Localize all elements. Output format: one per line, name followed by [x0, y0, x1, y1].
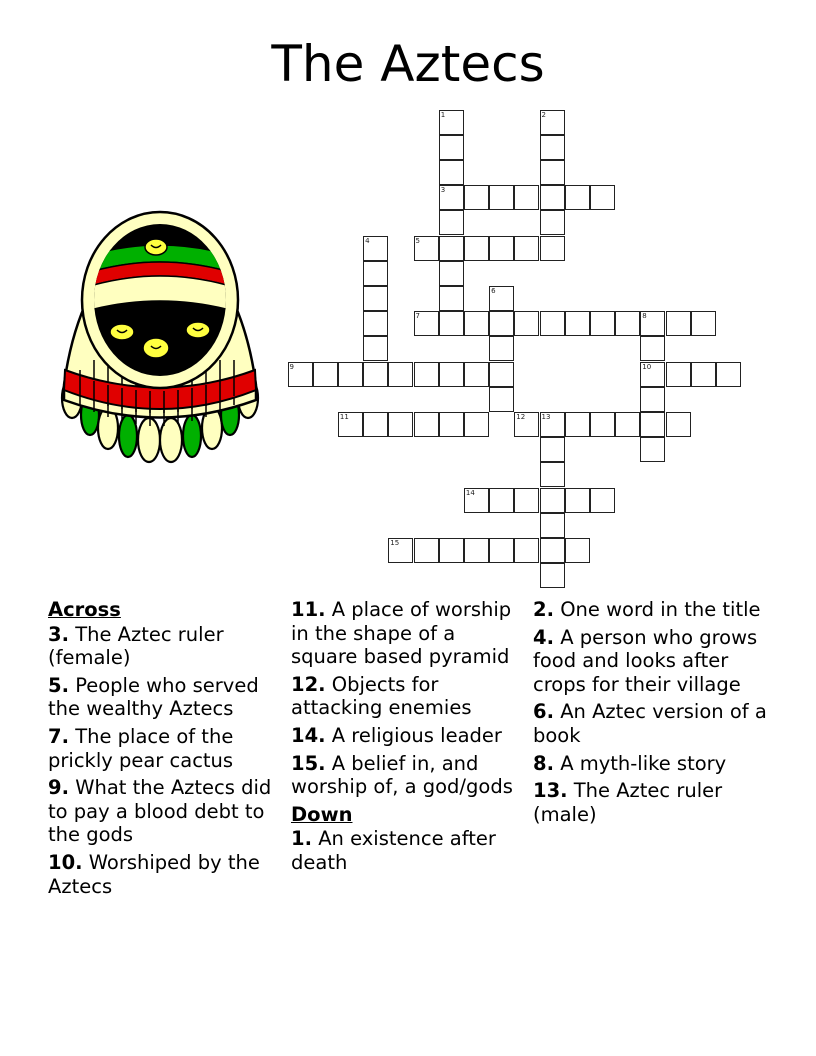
grid-cell[interactable]	[414, 538, 439, 563]
grid-cell[interactable]	[388, 412, 413, 437]
grid-cell[interactable]	[590, 311, 615, 336]
grid-cell[interactable]	[540, 513, 565, 538]
grid-cell[interactable]	[514, 538, 539, 563]
clue-down-13: 13. The Aztec ruler (male)	[533, 779, 723, 826]
grid-cell[interactable]	[716, 362, 741, 387]
across-heading: Across	[48, 598, 121, 621]
grid-cell[interactable]	[439, 110, 464, 135]
grid-cell[interactable]	[540, 135, 565, 160]
grid-cell[interactable]	[640, 412, 665, 437]
grid-cell[interactable]	[363, 261, 388, 286]
grid-cell[interactable]	[414, 362, 439, 387]
grid-cell[interactable]	[540, 538, 565, 563]
grid-cell[interactable]	[540, 160, 565, 185]
grid-cell[interactable]	[666, 412, 691, 437]
grid-cell[interactable]	[691, 311, 716, 336]
clue-number: 4	[365, 236, 370, 245]
clue-number: 10	[642, 362, 652, 371]
grid-cell[interactable]	[489, 185, 514, 210]
grid-cell[interactable]	[514, 236, 539, 261]
clue-number: 14	[465, 488, 475, 497]
clues-column-1	[48, 598, 278, 902]
aztec-shield-icon	[50, 210, 270, 470]
clues-column-2	[291, 598, 521, 879]
grid-cell[interactable]	[489, 488, 514, 513]
grid-cell[interactable]	[439, 210, 464, 235]
grid-cell[interactable]	[640, 437, 665, 462]
grid-cell[interactable]	[439, 286, 464, 311]
grid-cell[interactable]	[489, 387, 514, 412]
clue-across-3: 3. The Aztec ruler (female)	[48, 622, 224, 670]
grid-cell[interactable]	[338, 412, 363, 437]
grid-cell[interactable]	[615, 412, 640, 437]
clue-number: 12	[516, 412, 526, 421]
clue-number: 11	[339, 412, 349, 421]
clue-number: 7	[415, 312, 420, 321]
clue-number: 13	[541, 412, 551, 421]
grid-cell[interactable]	[439, 538, 464, 563]
grid-cell[interactable]	[414, 236, 439, 261]
grid-cell[interactable]	[439, 160, 464, 185]
grid-cell[interactable]	[514, 488, 539, 513]
grid-cell[interactable]	[363, 362, 388, 387]
clue-across-5: 5. People who served the wealthy Aztecs	[48, 673, 259, 721]
clue-down-8: 8. A myth-like story	[533, 751, 727, 775]
grid-cell[interactable]	[540, 462, 565, 487]
clue-across-15: 15. A belief in, and worship of, a god/gods	[291, 751, 513, 799]
grid-cell[interactable]	[540, 311, 565, 336]
grid-cell[interactable]	[464, 412, 489, 437]
grid-cell[interactable]	[514, 185, 539, 210]
clue-across-14: 14. A religious leader	[291, 723, 502, 747]
clues-column-3	[533, 598, 773, 830]
grid-cell[interactable]	[489, 236, 514, 261]
grid-cell[interactable]	[640, 336, 665, 361]
grid-cell[interactable]	[489, 538, 514, 563]
clue-across-11: 11. A place of worship in the shape of a square based pyramid	[291, 598, 512, 669]
grid-cell[interactable]	[464, 488, 489, 513]
grid-cell[interactable]	[363, 336, 388, 361]
grid-cell[interactable]	[489, 362, 514, 387]
grid-cell[interactable]	[540, 236, 565, 261]
clue-number: 5	[415, 236, 420, 245]
grid-cell[interactable]	[464, 185, 489, 210]
grid-cell[interactable]	[414, 412, 439, 437]
clue-number: 3	[440, 186, 446, 195]
grid-cell[interactable]	[666, 362, 691, 387]
grid-cell[interactable]	[565, 311, 590, 336]
clue-down-4: 4. A person who grows food and looks after crops for their village	[533, 625, 758, 696]
grid-cell[interactable]	[540, 437, 565, 462]
grid-cell[interactable]	[464, 538, 489, 563]
grid-cell[interactable]	[565, 185, 590, 210]
clue-across-12: 12. Objects for attacking enemies	[291, 672, 472, 720]
grid-cell[interactable]	[590, 412, 615, 437]
grid-cell[interactable]	[439, 261, 464, 286]
clue-number: 1	[440, 110, 446, 119]
grid-cell[interactable]	[540, 488, 565, 513]
clue-number: 2	[541, 110, 546, 119]
grid-cell[interactable]	[388, 362, 413, 387]
grid-cell[interactable]	[338, 362, 363, 387]
grid-cell[interactable]	[313, 362, 338, 387]
grid-cell[interactable]	[565, 488, 590, 513]
grid-cell[interactable]	[489, 311, 514, 336]
grid-cell[interactable]	[540, 110, 565, 135]
grid-cell[interactable]	[388, 538, 413, 563]
grid-cell[interactable]	[640, 311, 665, 336]
grid-cell[interactable]	[439, 412, 464, 437]
grid-cell[interactable]	[489, 286, 514, 311]
grid-cell[interactable]	[439, 362, 464, 387]
grid-cell[interactable]	[615, 311, 640, 336]
page-title: The Aztecs	[271, 35, 545, 93]
grid-cell[interactable]	[540, 210, 565, 235]
grid-cell[interactable]	[691, 362, 716, 387]
grid-cell[interactable]	[666, 311, 691, 336]
clue-down-2: 2. One word in the title	[533, 598, 761, 621]
grid-cell[interactable]	[464, 362, 489, 387]
grid-cell[interactable]	[439, 135, 464, 160]
clue-across-10: 10. Worshiped by the Aztecs	[48, 850, 260, 898]
grid-cell[interactable]	[439, 185, 464, 210]
grid-cell[interactable]	[489, 336, 514, 361]
grid-cell[interactable]	[363, 236, 388, 261]
grid-cell[interactable]	[640, 362, 665, 387]
clue-number: 9	[289, 362, 294, 371]
grid-cell[interactable]	[363, 412, 388, 437]
clue-across-9: 9. What the Aztecs did to pay a blood debt to the gods	[48, 776, 272, 847]
grid-cell[interactable]	[640, 387, 665, 412]
grid-cell[interactable]	[540, 412, 565, 437]
grid-cell[interactable]	[514, 412, 539, 437]
down-heading: Down	[291, 802, 353, 826]
grid-cell[interactable]	[464, 311, 489, 336]
clue-number: 6	[491, 286, 496, 295]
grid-cell[interactable]	[565, 412, 590, 437]
grid-cell[interactable]	[565, 538, 590, 563]
grid-cell[interactable]	[464, 236, 489, 261]
grid-cell[interactable]	[590, 185, 615, 210]
grid-cell[interactable]	[590, 488, 615, 513]
clue-down-1: 1. An existence after death	[291, 827, 496, 874]
grid-cell[interactable]	[363, 286, 388, 311]
grid-cell[interactable]	[414, 311, 439, 336]
clue-number: 15	[390, 538, 400, 547]
clue-across-7: 7. The place of the prickly pear cactus	[48, 724, 234, 772]
grid-cell[interactable]	[363, 311, 388, 336]
grid-cell[interactable]	[288, 362, 313, 387]
grid-cell[interactable]	[540, 563, 565, 588]
grid-cell[interactable]	[439, 311, 464, 336]
grid-cell[interactable]	[514, 311, 539, 336]
grid-cell[interactable]	[439, 236, 464, 261]
clue-down-6: 6. An Aztec version of a book	[533, 700, 767, 747]
clue-number: 8	[642, 312, 647, 321]
grid-cell[interactable]	[540, 185, 565, 210]
